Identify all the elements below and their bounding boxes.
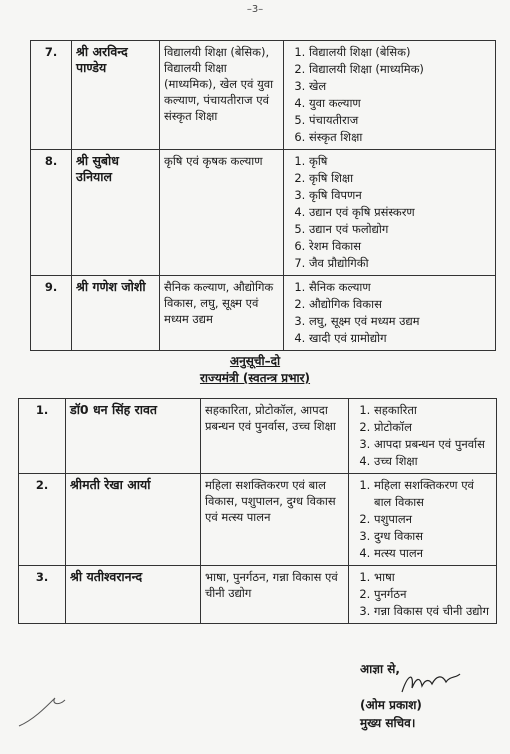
list-item: 6. रेशम विकास (309, 238, 491, 255)
portfolio-summary: भाषा, पुनर्गठन, गन्ना विकास एवं चीनी उद्योग (201, 566, 349, 624)
schedule-subheading: राज्यमंत्री (स्वतन्त्र प्रभार) (199, 371, 311, 385)
list-item: 7. जैव प्रौद्योगिकी (309, 255, 491, 272)
list-item: 3. कृषि विपणन (309, 187, 491, 204)
table-row (31, 41, 496, 150)
list-item: 3. आपदा प्रबन्धन एवं पुनर्वास (374, 436, 492, 453)
ministers-table-1 (30, 40, 496, 351)
portfolio-summary: महिला सशक्तिकरण एवं बाल विकास, पशुपालन, दुग्ध विकास एवं मत्स्य पालन (201, 474, 349, 566)
list-item: 4. युवा कल्याण (309, 95, 491, 112)
portfolio-summary: विद्यालयी शिक्षा (बेसिक), विद्यालयी शिक्षा (माध्यमिक), खेल एवं युवा कल्याण, पंचायतीराज एवं संस्कृत शिक्षा (160, 41, 284, 150)
ministers-table-2 (18, 398, 497, 624)
department-list (288, 279, 491, 347)
table-row (19, 474, 497, 566)
department-list (353, 477, 492, 562)
table-row (31, 150, 496, 276)
table-row (19, 399, 497, 474)
department-list-cell (349, 399, 497, 474)
department-list (288, 153, 491, 272)
portfolio-summary: सहकारिता, प्रोटोकॉल, आपदा प्रबन्धन एवं पुनर्वास, उच्च शिक्षा (201, 399, 349, 474)
department-list-cell (284, 276, 496, 351)
department-list (288, 44, 491, 146)
minister-name: श्री यतीश्वरानन्द (66, 566, 201, 624)
serial-number: 3. (19, 566, 66, 624)
margin-pen-mark (15, 690, 75, 730)
list-item: 6. संस्कृत शिक्षा (309, 129, 491, 146)
department-list (353, 569, 492, 620)
serial-number: 7. (31, 41, 72, 150)
table-body (19, 399, 497, 624)
minister-name: श्री अरविन्द पाण्डेय (72, 41, 160, 150)
portfolio-summary: सैनिक कल्याण, औद्योगिक विकास, लघु, सूक्ष्म एवं मध्यम उद्यम (160, 276, 284, 351)
table-row (31, 276, 496, 351)
minister-name: श्री गणेश जोशी (72, 276, 160, 351)
minister-name: श्रीमती रेखा आर्या (66, 474, 201, 566)
page-number: –3– (246, 4, 264, 15)
list-item: 4. मत्स्य पालन (374, 545, 492, 562)
serial-number: 8. (31, 150, 72, 276)
list-item: 2. प्रोटोकॉल (374, 419, 492, 436)
list-item: 1. कृषि (309, 153, 491, 170)
table-body (31, 41, 496, 351)
table-row (19, 566, 497, 624)
department-list-cell (349, 474, 497, 566)
signatory-name: (ओम प्रकाश) (360, 698, 422, 712)
list-item: 3. दुग्ध विकास (374, 528, 492, 545)
department-list-cell (349, 566, 497, 624)
list-item: 1. महिला सशक्तिकरण एवं बाल विकास (374, 477, 492, 511)
order-line: आज्ञा से, (360, 662, 400, 676)
portfolio-summary: कृषि एवं कृषक कल्याण (160, 150, 284, 276)
department-list (353, 402, 492, 470)
list-item: 2. पुनर्गठन (374, 586, 492, 603)
minister-name: डॉ0 धन सिंह रावत (66, 399, 201, 474)
serial-number: 2. (19, 474, 66, 566)
serial-number: 1. (19, 399, 66, 474)
list-item: 1. सैनिक कल्याण (309, 279, 491, 296)
list-item: 1. विद्यालयी शिक्षा (बेसिक) (309, 44, 491, 61)
list-item: 2. कृषि शिक्षा (309, 170, 491, 187)
signature-block (360, 660, 500, 732)
signatory-designation: मुख्य सचिव। (360, 716, 416, 730)
list-item: 4. खादी एवं ग्रामोद्योग (309, 330, 491, 347)
list-item: 5. उद्यान एवं फलोद्योग (309, 221, 491, 238)
list-item: 3. लघु, सूक्ष्म एवं मध्यम उद्यम (309, 313, 491, 330)
schedule-heading (0, 352, 510, 369)
list-item: 2. पशुपालन (374, 511, 492, 528)
schedule-title: अनुसूची–दो (229, 354, 281, 368)
list-item: 4. उद्यान एवं कृषि प्रसंस्करण (309, 204, 491, 221)
list-item: 1. भाषा (374, 569, 492, 586)
minister-name: श्री सुबोध उनियाल (72, 150, 160, 276)
list-item: 3. खेल (309, 78, 491, 95)
list-item: 2. औद्योगिक विकास (309, 296, 491, 313)
department-list-cell (284, 41, 496, 150)
list-item: 1. सहकारिता (374, 402, 492, 419)
serial-number: 9. (31, 276, 72, 351)
list-item: 2. विद्यालयी शिक्षा (माध्यमिक) (309, 61, 491, 78)
list-item: 5. पंचायतीराज (309, 112, 491, 129)
department-list-cell (284, 150, 496, 276)
list-item: 4. उच्च शिक्षा (374, 453, 492, 470)
list-item: 3. गन्ना विकास एवं चीनी उद्योग (374, 603, 492, 620)
